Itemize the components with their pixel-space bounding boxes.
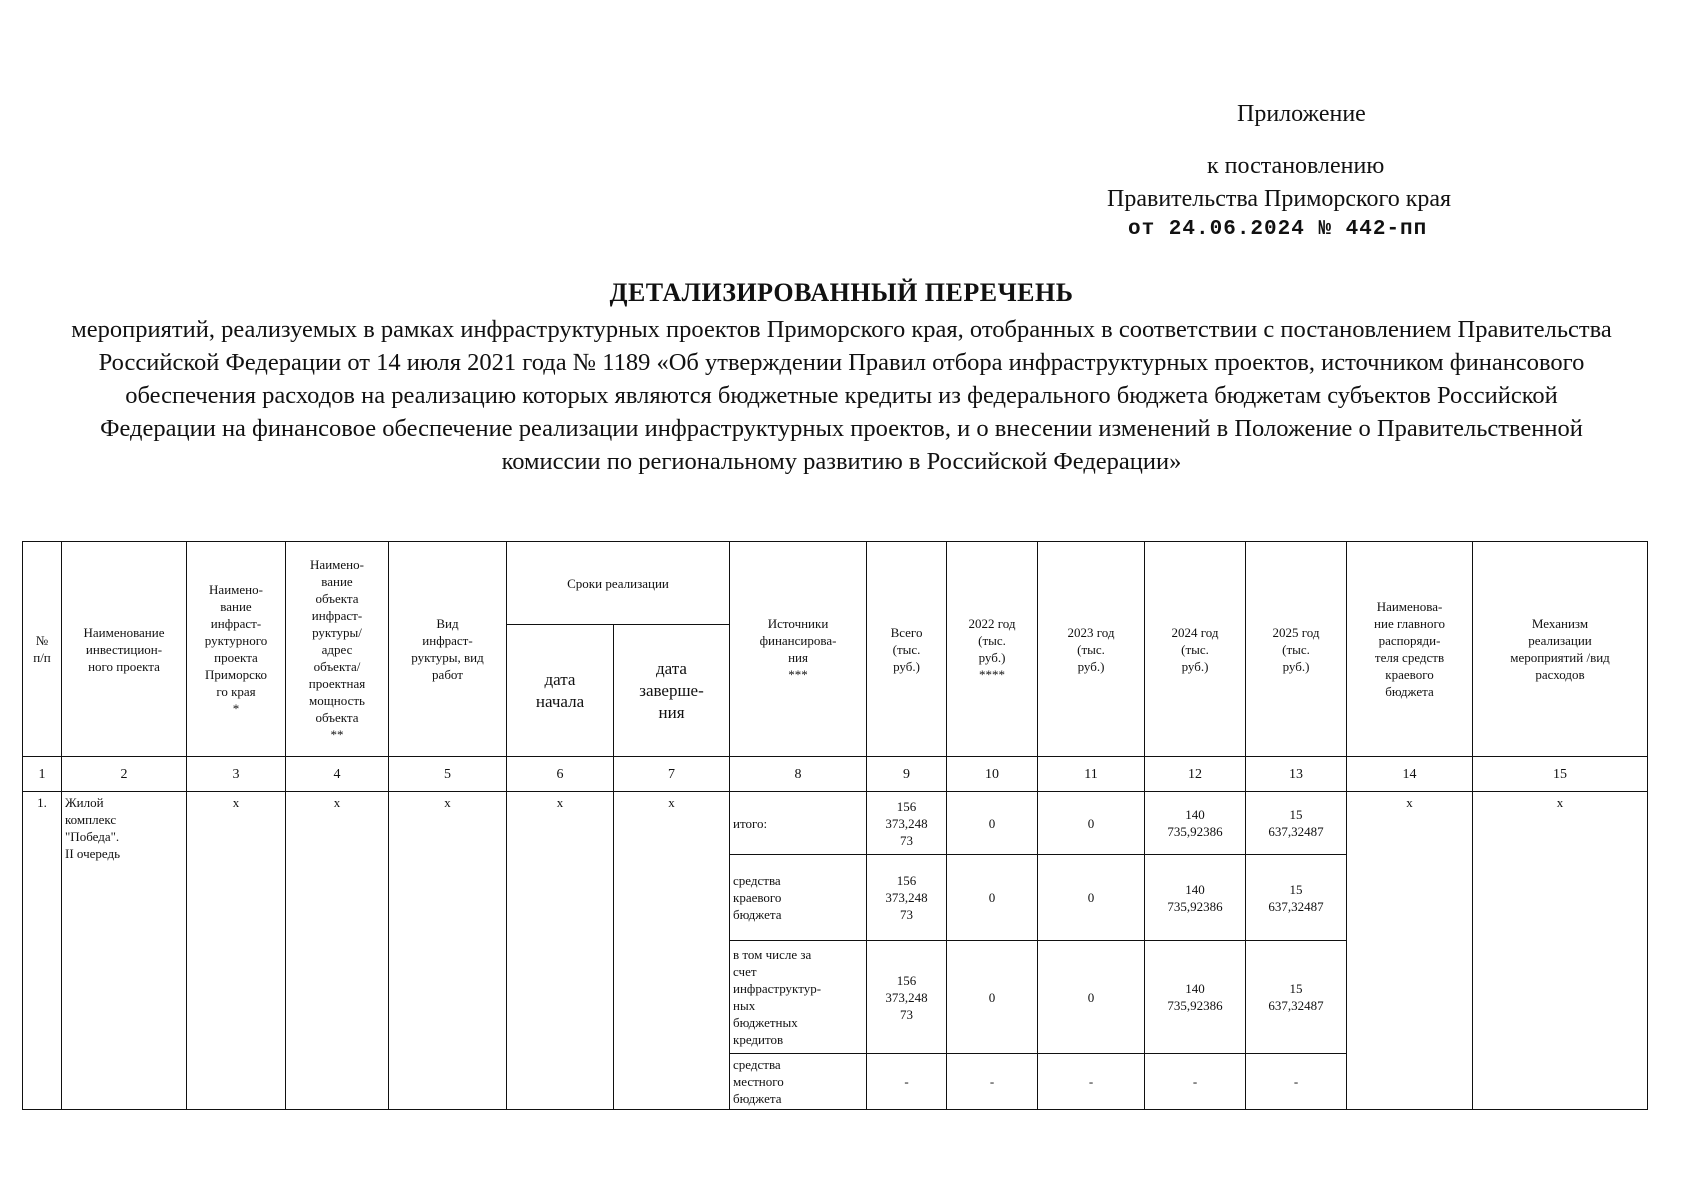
index-cell: 5 xyxy=(389,757,507,792)
header-budget-manager: Наименова- ние главного распоряди- теля средств краевого бюджета xyxy=(1347,542,1473,757)
row-number: 1. xyxy=(23,792,62,1110)
header-infra-object: Наимено- вание объекта инфраст- руктуры/ адрес объекта/ проектная мощность объекта ** xyxy=(286,542,389,757)
y2025-cell: 15 637,32487 xyxy=(1246,855,1347,941)
header-start-date: дата начала xyxy=(507,625,614,757)
y2025-cell: 15 637,32487 xyxy=(1246,792,1347,855)
appendix-line-1: к постановлению xyxy=(1207,153,1385,179)
y2023-cell: 0 xyxy=(1038,855,1145,941)
index-cell: 2 xyxy=(62,757,187,792)
infra-project-cell: x xyxy=(187,792,286,1110)
y2024-cell: 140 735,92386 xyxy=(1145,855,1246,941)
y2022-cell: 0 xyxy=(947,941,1038,1054)
header-mechanism: Механизм реализации мероприятий /вид расходов xyxy=(1473,542,1648,757)
index-cell: 10 xyxy=(947,757,1038,792)
table-row xyxy=(23,792,1648,855)
index-cell: 3 xyxy=(187,757,286,792)
y2025-cell: - xyxy=(1246,1054,1347,1110)
index-cell: 11 xyxy=(1038,757,1145,792)
index-cell: 8 xyxy=(730,757,867,792)
y2022-cell: 0 xyxy=(947,792,1038,855)
mechanism-cell: x xyxy=(1473,792,1648,1110)
infra-type-cell: x xyxy=(389,792,507,1110)
budget-manager-cell: x xyxy=(1347,792,1473,1110)
header-sources: Источники финансирова- ния *** xyxy=(730,542,867,757)
appendix-title: Приложение xyxy=(1237,101,1366,127)
index-cell: 4 xyxy=(286,757,389,792)
source-label: в том числе за счет инфраструктур- ных бюджетных кредитов xyxy=(730,941,867,1054)
infra-object-cell: x xyxy=(286,792,389,1110)
index-cell: 13 xyxy=(1246,757,1347,792)
source-label: итого: xyxy=(730,792,867,855)
index-cell: 12 xyxy=(1145,757,1246,792)
index-cell: 14 xyxy=(1347,757,1473,792)
end-date-cell: x xyxy=(614,792,730,1110)
header-2025: 2025 год (тыс. руб.) xyxy=(1246,542,1347,757)
total-cell: - xyxy=(867,1054,947,1110)
measures-table xyxy=(22,541,1648,1110)
header-row xyxy=(23,542,1648,625)
y2024-cell: 140 735,92386 xyxy=(1145,941,1246,1054)
index-cell: 6 xyxy=(507,757,614,792)
start-date-cell: x xyxy=(507,792,614,1110)
index-cell: 15 xyxy=(1473,757,1648,792)
y2024-cell: 140 735,92386 xyxy=(1145,792,1246,855)
header-infra-project: Наимено- вание инфраст- руктурного проекта Приморско го края * xyxy=(187,542,286,757)
y2022-cell: 0 xyxy=(947,855,1038,941)
header-infra-type: Вид инфраст- руктуры, вид работ xyxy=(389,542,507,757)
y2022-cell: - xyxy=(947,1054,1038,1110)
source-label: средства краевого бюджета xyxy=(730,855,867,941)
appendix-block xyxy=(0,0,1683,240)
index-cell: 7 xyxy=(614,757,730,792)
document-subheading: мероприятий, реализуемых в рамках инфраструктурных проектов Приморского края, отобранных в соответствии с постановлением Правительства Российской Федерации от 14 июля 2021 года № 1189 «Об утверждении Правил отбора инфраструктурных проектов, источником финансового обеспечения расходов на реализацию которых являются бюджетные кредиты из федерального бюджета бюджетам субъектов Российской Федерации на финансовое обеспечение реализации инфраструктурных проектов, и о внесении изменений в Положение о Правительственной комиссии по региональному развитию в Российской Федерации» xyxy=(71,316,1612,475)
total-cell: 156 373,248 73 xyxy=(867,941,947,1054)
appendix-line-2: Правительства Приморского края xyxy=(1107,186,1452,212)
header-terms: Сроки реализации xyxy=(507,542,730,625)
header-2022: 2022 год (тыс. руб.) **** xyxy=(947,542,1038,757)
header-num: № п/п xyxy=(23,542,62,757)
header-project-name: Наименование инвестицион- ного проекта xyxy=(62,542,187,757)
index-cell: 1 xyxy=(23,757,62,792)
index-row xyxy=(23,757,1648,792)
document-heading: ДЕТАЛИЗИРОВАННЫЙ ПЕРЕЧЕНЬ xyxy=(609,278,1074,307)
y2023-cell: - xyxy=(1038,1054,1145,1110)
header-total: Всего (тыс. руб.) xyxy=(867,542,947,757)
resolution-number: от 24.06.2024 № 442-пп xyxy=(1128,218,1428,241)
y2023-cell: 0 xyxy=(1038,792,1145,855)
header-end-date: дата заверше- ния xyxy=(614,625,730,757)
source-label: средства местного бюджета xyxy=(730,1054,867,1110)
project-name-cell: Жилой комплекс "Победа". II очередь xyxy=(62,792,187,1110)
header-2023: 2023 год (тыс. руб.) xyxy=(1038,542,1145,757)
header-2024: 2024 год (тыс. руб.) xyxy=(1145,542,1246,757)
y2025-cell: 15 637,32487 xyxy=(1246,941,1347,1054)
total-cell: 156 373,248 73 xyxy=(867,792,947,855)
y2023-cell: 0 xyxy=(1038,941,1145,1054)
index-cell: 9 xyxy=(867,757,947,792)
y2024-cell: - xyxy=(1145,1054,1246,1110)
total-cell: 156 373,248 73 xyxy=(867,855,947,941)
